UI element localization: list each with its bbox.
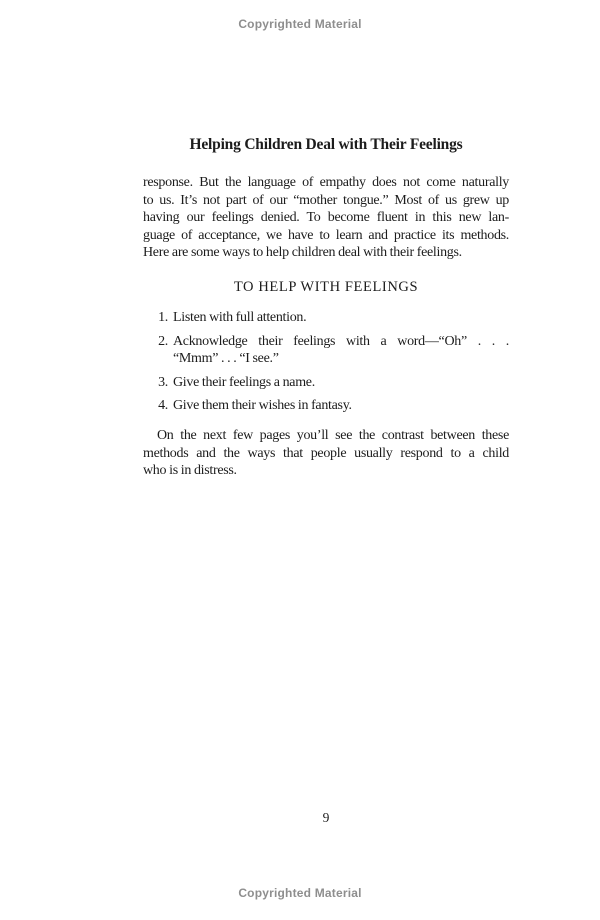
text-line: Give them their wishes in fantasy.: [173, 398, 352, 413]
running-head: Helping Children Deal with Their Feelings: [189, 136, 463, 153]
paragraph-empathy: [143, 174, 509, 262]
text-line: “Mmm” . . . “I see.”: [173, 351, 279, 366]
list-item-1: [143, 309, 509, 327]
page-content: [143, 0, 509, 920]
text-line: Give their feelings a name.: [173, 374, 315, 390]
page-number: 9: [322, 810, 330, 825]
text-line: Here are some ways to help children deal with their feelings.: [143, 245, 462, 260]
section-heading: TO HELP WITH FEELINGS: [233, 279, 419, 295]
text-line: response. But the language of empathy does not come naturally: [143, 175, 509, 190]
list-number: 2.: [158, 333, 168, 349]
text-line: On the next few pages you’ll see the contrast between these: [157, 428, 509, 443]
list-number: 1.: [158, 310, 168, 325]
list-number: 3.: [158, 374, 168, 390]
list-item-4: [143, 397, 509, 415]
text-line: guage of acceptance, we have to learn and practice its methods.: [143, 227, 509, 243]
text-line: methods and the ways that people usually respond to a child: [143, 445, 509, 461]
list-number: 4.: [158, 398, 168, 413]
text-line: to us. It’s not part of our “mother tongue.” Most of us grew up: [143, 192, 509, 208]
text-line: having our feelings denied. To become fluent in this new lan-: [143, 210, 509, 225]
copyright-notice-top: Copyrighted Material: [238, 17, 362, 31]
text-line: who is in distress.: [143, 463, 237, 478]
copyright-notice-bottom: Copyrighted Material: [238, 886, 362, 900]
text-line: Listen with full attention.: [173, 310, 307, 325]
skills-list: [143, 309, 509, 421]
text-line: Acknowledge their feelings with a word—“Oh” . . .: [173, 333, 509, 349]
list-item-2: [143, 333, 509, 368]
paragraph-contrast: [143, 427, 509, 480]
list-item-3: [143, 374, 509, 392]
